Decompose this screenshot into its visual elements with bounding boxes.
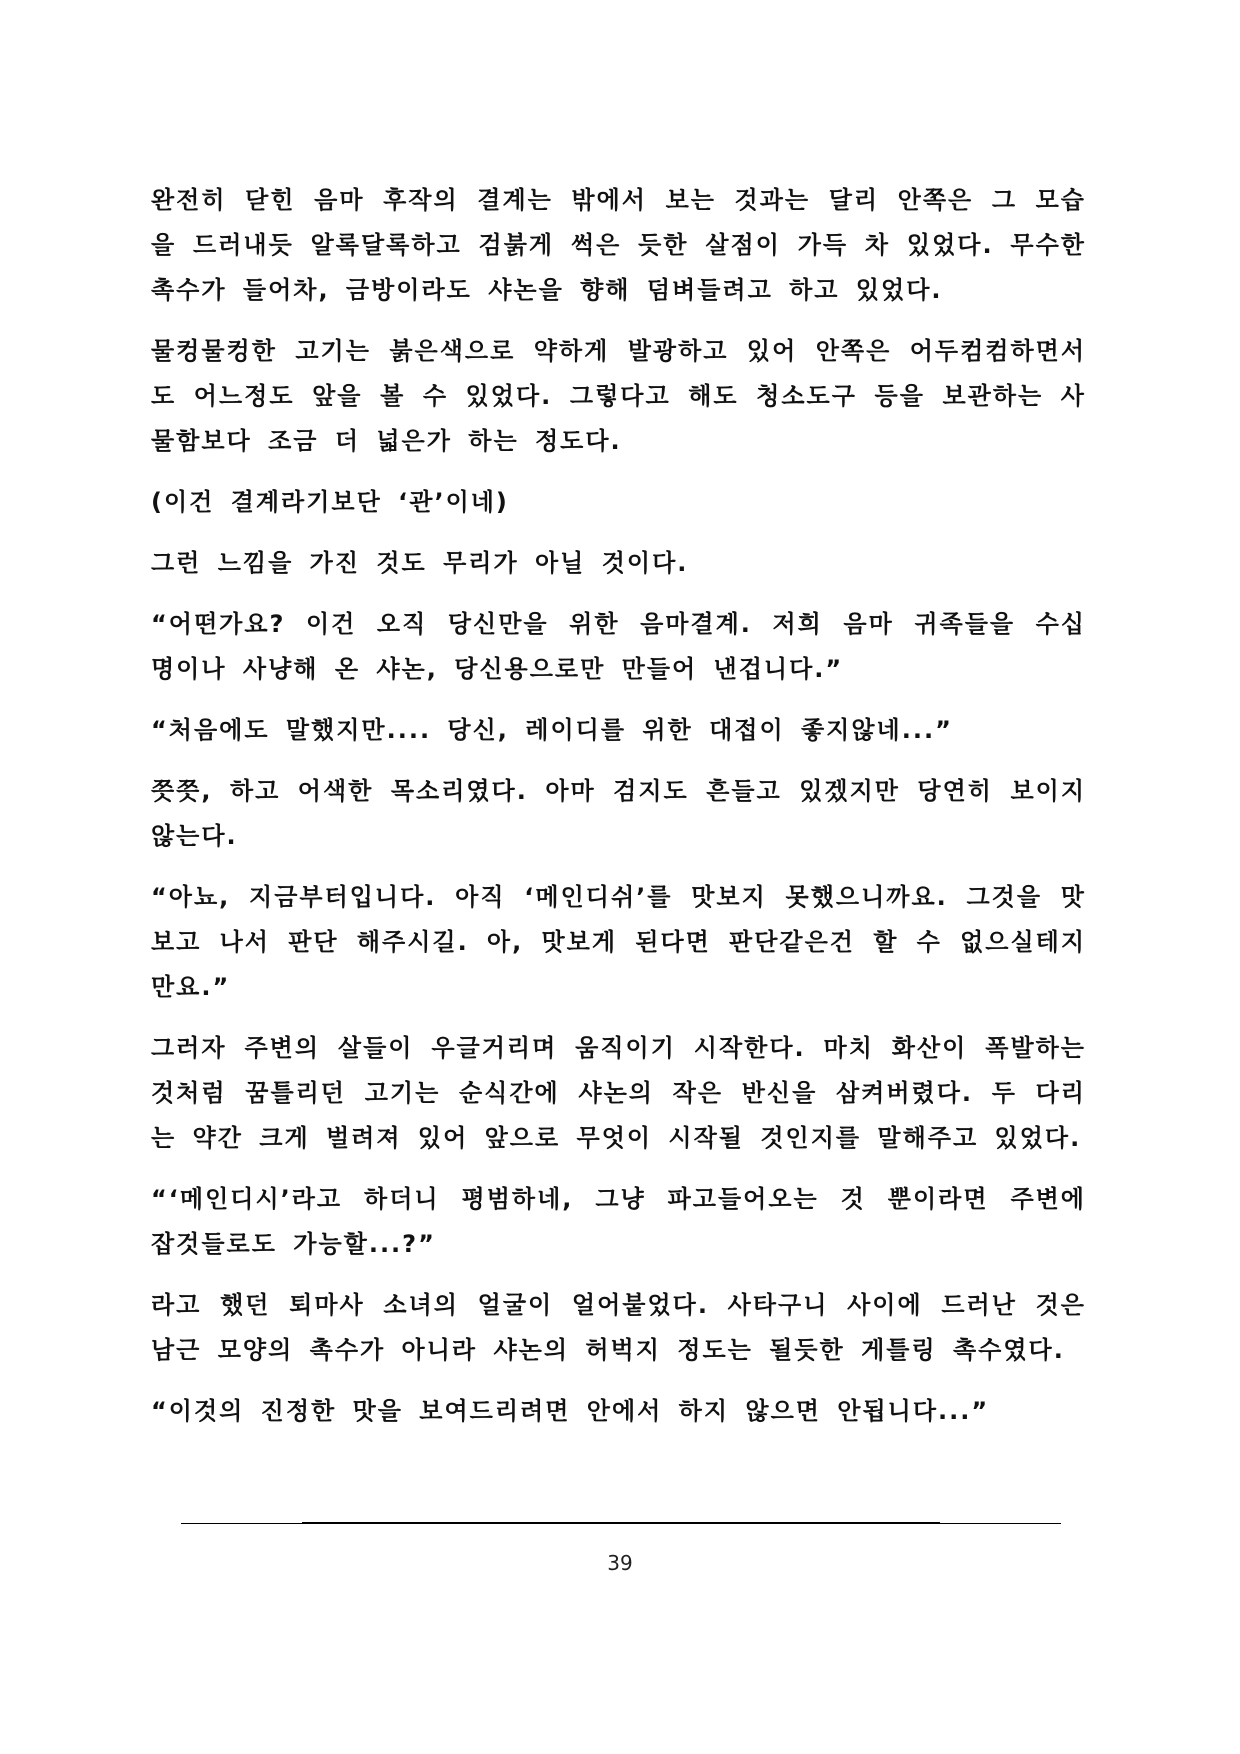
paragraph-6: “처음에도 말했지만.... 당신, 레이디를 위한 대접이 좋지않네...” [151, 716, 953, 744]
body-text [151, 178, 1086, 1450]
paragraph-5: “어떤가요? 이건 오직 당신만을 위한 음마결계. 저희 음마 귀족들을 수십 명이나 사냥해 온 샤논, 당신용으로만 만들어 낸겁니다.” [151, 610, 1086, 683]
paragraph-4: 그런 느낌을 가진 것도 무리가 아닐 것이다. [151, 549, 689, 577]
paragraph-8: “아뇨, 지금부터입니다. 아직 ‘메인디쉬’를 맛보지 못했으니까요. 그것을 맛보고 나서 판단 해주시길. 아, 맛보게 된다면 판단같은건 할 수 없으실테지만요.” [151, 883, 1086, 1001]
paragraph-2: 물컹물컹한 고기는 붉은색으로 약하게 발광하고 있어 안쪽은 어두컴컴하면서도 어느정도 앞을 볼 수 있었다. 그렇다고 해도 청소도구 등을 보관하는 사물함보다 조금 더 넓은가 하는 정도다. [151, 337, 1086, 455]
paragraph-12: “이것의 진정한 맛을 보여드리려면 안에서 하지 않으면 안됩니다...” [151, 1397, 990, 1425]
paragraph-10: “‘메인디시’라고 하더니 평범하네, 그냥 파고들어오는 것 뿐이라면 주변에 잡것들로도 가능할...?” [151, 1185, 1086, 1258]
paragraph-9: 그러자 주변의 살들이 우글거리며 움직이기 시작한다. 마치 화산이 폭발하는 것처럼 꿈틀리던 고기는 순식간에 샤논의 작은 반신을 삼켜버렸다. 두 다리는 약간 크게 벌려져 있어 앞으로 무엇이 시작될 것인지를 말해주고 있었다. [151, 1034, 1086, 1152]
footer-divider-thick [302, 1522, 940, 1524]
paragraph-3: (이건 결계라기보단 ‘관’이네) [151, 488, 509, 516]
paragraph-11: 라고 했던 퇴마사 소녀의 얼굴이 얼어붙었다. 사타구니 사이에 드러난 것은 남근 모양의 촉수가 아니라 샤논의 허벅지 정도는 될듯한 게틀링 촉수였다. [151, 1291, 1086, 1364]
paragraph-7: 쯧쯧, 하고 어색한 목소리였다. 아마 검지도 흔들고 있겠지만 당연히 보이지 않는다. [151, 777, 1086, 850]
paragraph-1: 완전히 닫힌 음마 후작의 결계는 밖에서 보는 것과는 달리 안쪽은 그 모습을 드러내듯 알록달록하고 검붉게 썩은 듯한 살점이 가득 차 있었다. 무수한 촉수가 들어차, 금방이라도 샤논을 향해 덤벼들려고 하고 있었다. [151, 186, 1086, 304]
page-number: 39 [607, 1551, 633, 1575]
